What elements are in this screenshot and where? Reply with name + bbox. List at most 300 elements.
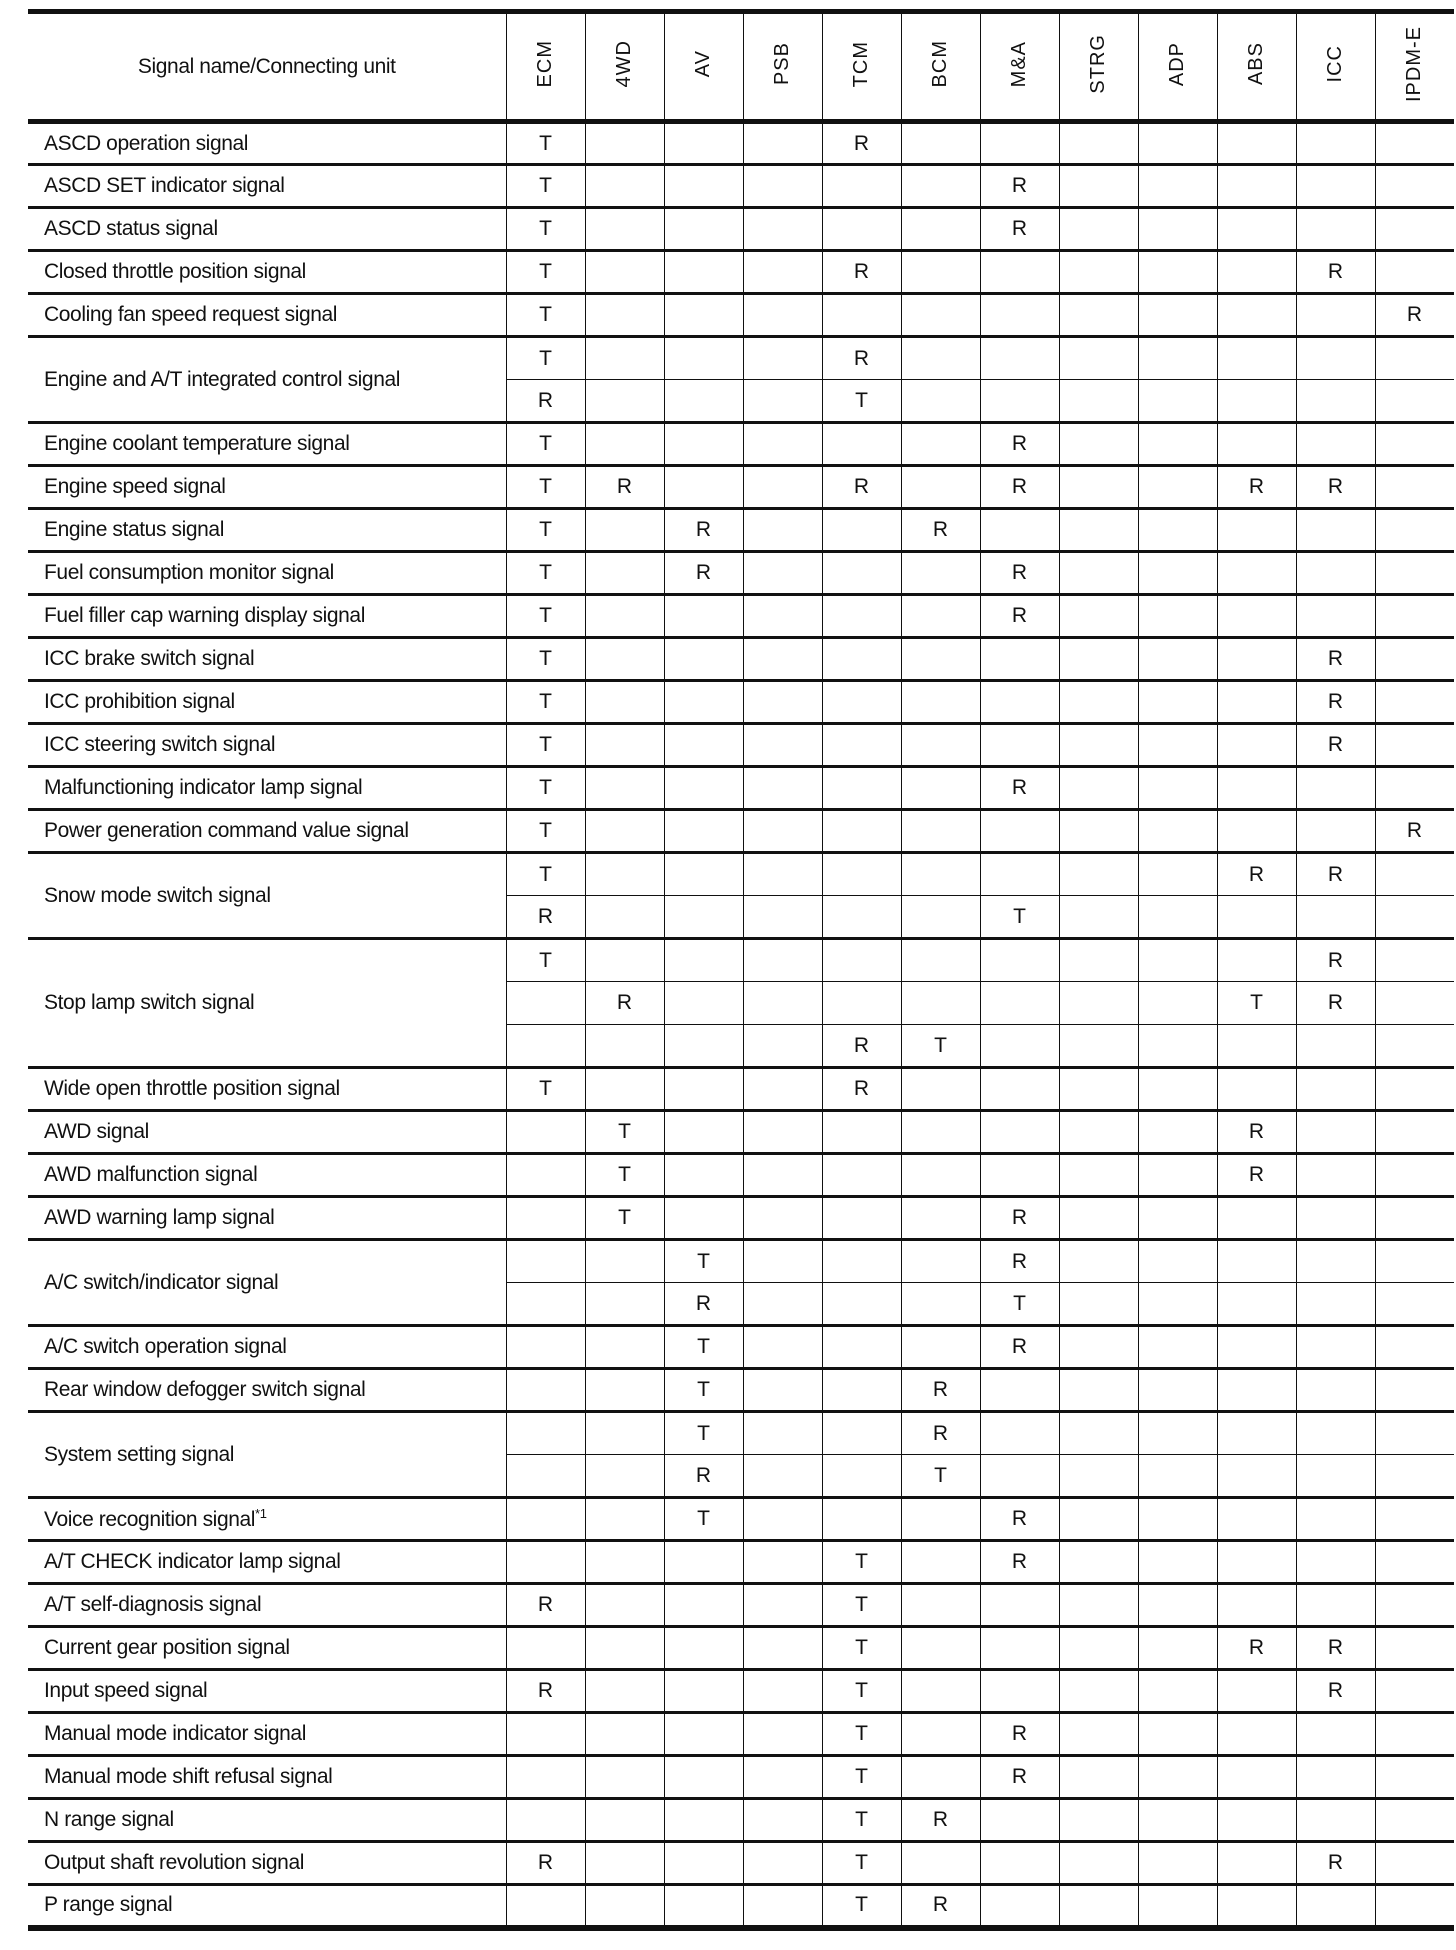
cell-ipdm-e xyxy=(1375,1068,1454,1111)
cell-psb xyxy=(743,1713,822,1756)
cell-icc xyxy=(1296,552,1375,595)
cell-psb xyxy=(743,1670,822,1713)
cell-4wd: T xyxy=(585,1197,664,1240)
cell-strg xyxy=(1059,1541,1138,1584)
cell-av xyxy=(664,208,743,251)
cell-ecm: T xyxy=(506,466,585,509)
cell-icc xyxy=(1296,1154,1375,1197)
signal-name xyxy=(28,294,506,337)
cell-bcm xyxy=(901,1197,980,1240)
table-row xyxy=(28,1154,1454,1197)
signal-name-text: N range signal xyxy=(44,1808,174,1831)
cell-abs xyxy=(1217,1068,1296,1111)
cell-av: R xyxy=(664,509,743,552)
signal-name xyxy=(28,165,506,208)
cell-adp xyxy=(1138,1326,1217,1369)
cell-4wd xyxy=(585,165,664,208)
cell-ipdm-e xyxy=(1375,251,1454,294)
cell-tcm: T xyxy=(822,1670,901,1713)
cell-bcm xyxy=(901,1756,980,1799)
cell-av: T xyxy=(664,1498,743,1541)
unit-label: ADP xyxy=(1166,41,1188,87)
cell-strg xyxy=(1059,122,1138,165)
cell-ecm xyxy=(506,1025,585,1068)
cell-4wd xyxy=(585,638,664,681)
cell-psb xyxy=(743,595,822,638)
cell-adp xyxy=(1138,552,1217,595)
header-unit-m-a xyxy=(980,12,1059,122)
signal-name-text: Fuel consumption monitor signal xyxy=(44,561,334,584)
cell-ipdm-e xyxy=(1375,681,1454,724)
cell-icc xyxy=(1296,337,1375,380)
cell-abs xyxy=(1217,810,1296,853)
cell-m-a xyxy=(980,1842,1059,1885)
table-row xyxy=(28,1240,1454,1283)
cell-ecm xyxy=(506,1111,585,1154)
cell-abs xyxy=(1217,509,1296,552)
cell-tcm xyxy=(822,853,901,896)
signal-name-text: AWD warning lamp signal xyxy=(44,1206,275,1229)
signal-name xyxy=(28,423,506,466)
cell-m-a: R xyxy=(980,1541,1059,1584)
cell-psb xyxy=(743,1326,822,1369)
cell-tcm: R xyxy=(822,122,901,165)
cell-psb xyxy=(743,1584,822,1627)
unit-label: ABS xyxy=(1245,42,1267,86)
signal-name-text: Current gear position signal xyxy=(44,1636,290,1659)
cell-ecm: T xyxy=(506,1068,585,1111)
cell-ipdm-e xyxy=(1375,1799,1454,1842)
cell-m-a xyxy=(980,509,1059,552)
signal-name xyxy=(28,466,506,509)
cell-av xyxy=(664,1541,743,1584)
header-unit-icc xyxy=(1296,12,1375,122)
cell-strg xyxy=(1059,251,1138,294)
cell-psb xyxy=(743,423,822,466)
cell-m-a xyxy=(980,1068,1059,1111)
cell-psb xyxy=(743,466,822,509)
cell-m-a: R xyxy=(980,165,1059,208)
cell-4wd: T xyxy=(585,1111,664,1154)
table-row xyxy=(28,1412,1454,1455)
cell-m-a xyxy=(980,1584,1059,1627)
cell-m-a xyxy=(980,380,1059,423)
cell-ipdm-e xyxy=(1375,1154,1454,1197)
cell-ecm xyxy=(506,1885,585,1928)
cell-av xyxy=(664,1756,743,1799)
header-unit-ecm xyxy=(506,12,585,122)
cell-tcm: T xyxy=(822,1627,901,1670)
cell-abs xyxy=(1217,1369,1296,1412)
cell-tcm: R xyxy=(822,466,901,509)
cell-strg xyxy=(1059,337,1138,380)
cell-av xyxy=(664,1670,743,1713)
header-unit-abs xyxy=(1217,12,1296,122)
header-unit-bcm xyxy=(901,12,980,122)
signal-name xyxy=(28,595,506,638)
cell-icc xyxy=(1296,1068,1375,1111)
cell-abs: R xyxy=(1217,1154,1296,1197)
unit-label: M&A xyxy=(1008,40,1030,88)
signal-name xyxy=(28,1885,506,1928)
cell-icc xyxy=(1296,1498,1375,1541)
cell-icc xyxy=(1296,1240,1375,1283)
cell-psb xyxy=(743,1197,822,1240)
cell-icc xyxy=(1296,380,1375,423)
cell-icc: R xyxy=(1296,466,1375,509)
cell-bcm xyxy=(901,423,980,466)
cell-abs xyxy=(1217,1412,1296,1455)
cell-psb xyxy=(743,1068,822,1111)
cell-adp xyxy=(1138,1283,1217,1326)
cell-ipdm-e xyxy=(1375,1670,1454,1713)
cell-psb xyxy=(743,724,822,767)
cell-ecm xyxy=(506,1369,585,1412)
cell-icc xyxy=(1296,1756,1375,1799)
cell-ipdm-e xyxy=(1375,724,1454,767)
cell-abs xyxy=(1217,1455,1296,1498)
cell-ecm xyxy=(506,1455,585,1498)
cell-icc xyxy=(1296,1326,1375,1369)
cell-4wd: R xyxy=(585,982,664,1025)
cell-m-a xyxy=(980,1670,1059,1713)
cell-ipdm-e xyxy=(1375,380,1454,423)
cell-strg xyxy=(1059,1197,1138,1240)
cell-av: R xyxy=(664,1283,743,1326)
cell-bcm: R xyxy=(901,1412,980,1455)
signal-table xyxy=(28,9,1454,1931)
cell-bcm xyxy=(901,1240,980,1283)
signal-name xyxy=(28,208,506,251)
cell-av xyxy=(664,982,743,1025)
cell-ecm: T xyxy=(506,337,585,380)
cell-psb xyxy=(743,853,822,896)
cell-ecm: T xyxy=(506,294,585,337)
cell-4wd xyxy=(585,1326,664,1369)
cell-strg xyxy=(1059,1154,1138,1197)
header-unit-strg xyxy=(1059,12,1138,122)
cell-bcm xyxy=(901,810,980,853)
cell-tcm xyxy=(822,509,901,552)
cell-adp xyxy=(1138,1756,1217,1799)
cell-icc xyxy=(1296,1541,1375,1584)
signal-name-text: ASCD operation signal xyxy=(44,131,249,155)
signal-name-text: Malfunctioning indicator lamp signal xyxy=(44,776,363,799)
cell-ipdm-e xyxy=(1375,896,1454,939)
unit-label: STRG xyxy=(1087,34,1109,94)
signal-name-text: Power generation command value signal xyxy=(44,819,409,842)
signal-name xyxy=(28,1627,506,1670)
cell-bcm xyxy=(901,1541,980,1584)
cell-tcm xyxy=(822,896,901,939)
cell-ecm xyxy=(506,1799,585,1842)
cell-4wd xyxy=(585,337,664,380)
cell-bcm xyxy=(901,1498,980,1541)
signal-name xyxy=(28,337,506,423)
cell-tcm: R xyxy=(822,1025,901,1068)
signal-name xyxy=(28,1369,506,1412)
cell-4wd xyxy=(585,208,664,251)
cell-adp xyxy=(1138,939,1217,982)
cell-bcm xyxy=(901,939,980,982)
table-row xyxy=(28,466,1454,509)
cell-icc: R xyxy=(1296,1627,1375,1670)
cell-av xyxy=(664,681,743,724)
cell-icc xyxy=(1296,810,1375,853)
cell-ecm: T xyxy=(506,251,585,294)
cell-bcm xyxy=(901,380,980,423)
cell-psb xyxy=(743,1498,822,1541)
cell-ecm: T xyxy=(506,423,585,466)
cell-av xyxy=(664,466,743,509)
cell-adp xyxy=(1138,1025,1217,1068)
signal-name xyxy=(28,509,506,552)
cell-ipdm-e xyxy=(1375,1498,1454,1541)
cell-4wd xyxy=(585,810,664,853)
cell-strg xyxy=(1059,638,1138,681)
table-row xyxy=(28,1799,1454,1842)
cell-tcm: R xyxy=(822,251,901,294)
cell-ecm: T xyxy=(506,853,585,896)
cell-ecm: R xyxy=(506,896,585,939)
cell-adp xyxy=(1138,1498,1217,1541)
cell-4wd xyxy=(585,896,664,939)
table-row xyxy=(28,681,1454,724)
cell-tcm xyxy=(822,165,901,208)
cell-strg xyxy=(1059,1455,1138,1498)
cell-4wd xyxy=(585,1670,664,1713)
cell-4wd xyxy=(585,595,664,638)
cell-tcm xyxy=(822,1197,901,1240)
signal-name xyxy=(28,724,506,767)
cell-psb xyxy=(743,122,822,165)
cell-strg xyxy=(1059,1713,1138,1756)
signal-name xyxy=(28,1713,506,1756)
cell-ipdm-e xyxy=(1375,1885,1454,1928)
signal-name xyxy=(28,1111,506,1154)
cell-abs xyxy=(1217,337,1296,380)
table-row xyxy=(28,294,1454,337)
signal-name-text: Manual mode indicator signal xyxy=(44,1722,306,1745)
cell-abs: T xyxy=(1217,982,1296,1025)
table-row xyxy=(28,1885,1454,1928)
cell-av xyxy=(664,1842,743,1885)
cell-bcm xyxy=(901,595,980,638)
cell-m-a xyxy=(980,939,1059,982)
cell-adp xyxy=(1138,1799,1217,1842)
cell-4wd xyxy=(585,1799,664,1842)
table-row xyxy=(28,724,1454,767)
cell-m-a: R xyxy=(980,1240,1059,1283)
cell-ipdm-e xyxy=(1375,853,1454,896)
cell-adp xyxy=(1138,1455,1217,1498)
table-row xyxy=(28,939,1454,982)
cell-tcm: T xyxy=(822,1799,901,1842)
cell-ipdm-e xyxy=(1375,165,1454,208)
cell-ecm: R xyxy=(506,1842,585,1885)
table-row xyxy=(28,1541,1454,1584)
cell-m-a xyxy=(980,1885,1059,1928)
cell-abs xyxy=(1217,208,1296,251)
cell-abs xyxy=(1217,1498,1296,1541)
signal-name xyxy=(28,638,506,681)
cell-av xyxy=(664,122,743,165)
cell-adp xyxy=(1138,853,1217,896)
cell-ipdm-e xyxy=(1375,423,1454,466)
cell-4wd xyxy=(585,294,664,337)
footnote-marker: *1 xyxy=(255,1506,267,1521)
signal-name xyxy=(28,939,506,1068)
signal-name-text: A/T self-diagnosis signal xyxy=(44,1593,262,1616)
cell-abs xyxy=(1217,681,1296,724)
cell-icc xyxy=(1296,423,1375,466)
cell-adp xyxy=(1138,1240,1217,1283)
cell-psb xyxy=(743,1154,822,1197)
cell-m-a: R xyxy=(980,1326,1059,1369)
cell-psb xyxy=(743,1756,822,1799)
cell-ecm: T xyxy=(506,638,585,681)
cell-tcm xyxy=(822,638,901,681)
signal-name xyxy=(28,122,506,165)
cell-tcm: T xyxy=(822,1842,901,1885)
cell-ecm xyxy=(506,1240,585,1283)
cell-bcm xyxy=(901,165,980,208)
cell-ecm: T xyxy=(506,681,585,724)
cell-icc xyxy=(1296,1799,1375,1842)
cell-4wd xyxy=(585,853,664,896)
table-row xyxy=(28,1326,1454,1369)
cell-adp xyxy=(1138,638,1217,681)
cell-strg xyxy=(1059,552,1138,595)
cell-m-a xyxy=(980,1369,1059,1412)
cell-adp xyxy=(1138,1885,1217,1928)
cell-ecm: T xyxy=(506,595,585,638)
cell-4wd xyxy=(585,423,664,466)
signal-name-text: Stop lamp switch signal xyxy=(44,991,255,1014)
signal-name-text: ICC steering switch signal xyxy=(44,733,276,756)
cell-bcm xyxy=(901,853,980,896)
signal-name-text: AWD signal xyxy=(44,1120,149,1143)
cell-ecm xyxy=(506,1283,585,1326)
cell-adp xyxy=(1138,208,1217,251)
cell-ipdm-e xyxy=(1375,939,1454,982)
cell-av: T xyxy=(664,1240,743,1283)
cell-bcm xyxy=(901,337,980,380)
cell-icc xyxy=(1296,122,1375,165)
cell-ipdm-e xyxy=(1375,767,1454,810)
cell-abs xyxy=(1217,380,1296,423)
cell-m-a xyxy=(980,1154,1059,1197)
cell-ecm xyxy=(506,982,585,1025)
cell-icc xyxy=(1296,208,1375,251)
cell-icc: R xyxy=(1296,853,1375,896)
cell-ecm xyxy=(506,1541,585,1584)
cell-adp xyxy=(1138,1627,1217,1670)
cell-ipdm-e xyxy=(1375,1756,1454,1799)
table-row xyxy=(28,509,1454,552)
cell-bcm xyxy=(901,466,980,509)
signal-name xyxy=(28,681,506,724)
cell-av: T xyxy=(664,1412,743,1455)
cell-ecm xyxy=(506,1713,585,1756)
cell-tcm xyxy=(822,939,901,982)
cell-abs xyxy=(1217,423,1296,466)
signal-name xyxy=(28,1584,506,1627)
cell-m-a xyxy=(980,1025,1059,1068)
unit-label: TCM xyxy=(850,40,872,88)
cell-psb xyxy=(743,294,822,337)
cell-av xyxy=(664,1111,743,1154)
cell-m-a xyxy=(980,1799,1059,1842)
cell-m-a xyxy=(980,294,1059,337)
cell-psb xyxy=(743,1455,822,1498)
cell-psb xyxy=(743,1369,822,1412)
cell-m-a: R xyxy=(980,595,1059,638)
cell-adp xyxy=(1138,423,1217,466)
cell-ecm: T xyxy=(506,122,585,165)
unit-label: AV xyxy=(692,50,714,78)
cell-adp xyxy=(1138,1584,1217,1627)
cell-ipdm-e xyxy=(1375,1326,1454,1369)
cell-av xyxy=(664,294,743,337)
cell-4wd xyxy=(585,1412,664,1455)
table-row xyxy=(28,1713,1454,1756)
cell-tcm: T xyxy=(822,380,901,423)
cell-av xyxy=(664,853,743,896)
cell-m-a xyxy=(980,122,1059,165)
cell-ipdm-e xyxy=(1375,337,1454,380)
table-row xyxy=(28,638,1454,681)
cell-ipdm-e xyxy=(1375,1240,1454,1283)
cell-adp xyxy=(1138,466,1217,509)
cell-abs: R xyxy=(1217,466,1296,509)
cell-psb xyxy=(743,681,822,724)
cell-adp xyxy=(1138,165,1217,208)
cell-abs xyxy=(1217,1283,1296,1326)
cell-m-a xyxy=(980,853,1059,896)
cell-icc: R xyxy=(1296,638,1375,681)
cell-icc xyxy=(1296,1885,1375,1928)
cell-bcm xyxy=(901,294,980,337)
table-row xyxy=(28,1842,1454,1885)
cell-abs xyxy=(1217,1541,1296,1584)
cell-m-a: R xyxy=(980,767,1059,810)
cell-4wd xyxy=(585,1584,664,1627)
cell-icc xyxy=(1296,1283,1375,1326)
cell-ecm: T xyxy=(506,208,585,251)
cell-strg xyxy=(1059,466,1138,509)
cell-ecm: T xyxy=(506,939,585,982)
cell-abs xyxy=(1217,251,1296,294)
cell-4wd xyxy=(585,681,664,724)
cell-4wd xyxy=(585,1068,664,1111)
cell-psb xyxy=(743,810,822,853)
cell-icc xyxy=(1296,1111,1375,1154)
cell-ipdm-e xyxy=(1375,1627,1454,1670)
cell-bcm xyxy=(901,552,980,595)
cell-ipdm-e xyxy=(1375,1197,1454,1240)
cell-tcm xyxy=(822,208,901,251)
cell-strg xyxy=(1059,982,1138,1025)
cell-m-a xyxy=(980,1627,1059,1670)
cell-av xyxy=(664,337,743,380)
cell-abs xyxy=(1217,1799,1296,1842)
cell-av: T xyxy=(664,1326,743,1369)
cell-bcm xyxy=(901,1111,980,1154)
cell-tcm xyxy=(822,1455,901,1498)
cell-tcm xyxy=(822,810,901,853)
cell-4wd xyxy=(585,1025,664,1068)
